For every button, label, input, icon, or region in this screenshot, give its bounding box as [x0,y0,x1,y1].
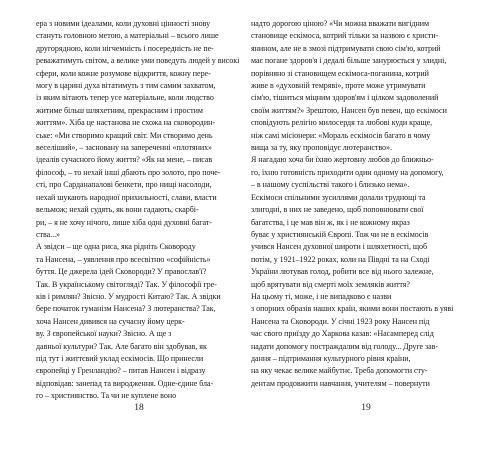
text-line: ків і римлян? Звісно. У мудрості Китаю? Так. А звідки [36,291,221,301]
text-line: злигодні, в них не заведено, щоб поповнювати свої [251,205,424,215]
text-line: На цьому ті, може, і не випадково є назви [251,291,392,301]
left-page-number: 18 [134,403,144,413]
text-line: ву. З європейської науки? Звісно. А ще з [36,329,172,339]
text-line: дання – підтримання культурного рівня країни, [251,353,411,363]
text-line: учився Нансен духовної широти і шляхетності, щоб [251,242,428,252]
text-line: ства...» [36,229,61,239]
text-line: ське: «Ми створимо кращий світ. Ми створимо день [36,130,213,140]
text-line: го – християнство. Та чи не куплене воно [36,391,177,401]
text-line: та Нансена, – уявлення про всесвітню «софійність» [36,254,211,264]
text-line: порівняно зі становищем ескімоса-поганина, котрий [251,68,429,78]
text-line: відповідав: занепад та виродження. Одне-єдине бла- [36,378,214,388]
text-line: буття. Це джерела ідей Сковороди? У православ'ї? [36,267,207,277]
text-line: ніж самі місіонери: «Мораль ескімосів багато в чому [251,130,431,140]
text-line: надати допомогу постраждалим від голоду... Друге зав- [251,341,439,351]
text-line: надто дорогою ціною? «Чи можна вважати вигідним [251,19,430,28]
text-line: потім, у 1921–1922 роках, коли на Півдні та на Сході [251,254,430,264]
text-line: – в нашому суспільстві такого і близько нема». [251,180,410,190]
left-page [36,18,251,403]
text-line: буває у християнській Європі. Тож чи не в ескімосів [251,229,429,239]
text-line: сфери, коли кожне розумове відкриття, кожну пере- [36,68,211,78]
text-line: го, їхню готовність приходити один одному на допомогу, [251,167,444,177]
text-line: янином, але не в змозі підтримувати свою сім'ю, котрий [251,43,441,53]
text-line: час свого приїзду до Харкова казав: «Насамперед слід [251,329,434,339]
text-line: веселіший», – засновану на запереченні «плотяних» [36,143,213,153]
text-line: живе в «духовній темряві», проте може утримувати [251,81,426,91]
text-line: вища за ту, яку проповідує лютеранство». [251,143,392,153]
text-line: Я нагадаю хоча би їхню жертовну любов до ближньо- [251,155,434,165]
text-line: ри, – я не хочу нічого, лише хіба одні духовні багат- [36,217,212,227]
text-line: з опорних образів наших країн, якими вони постають в уяві [251,304,454,314]
text-line: сті, про Сарданапалові бенкети, про нищі насолоди, [36,180,212,190]
text-line: під тут і життєвий уклад ескімосів. Що принесли [36,353,204,363]
text-line: вельмож; нехай судять, як вони гадають, скарбі- [36,205,199,215]
text-line: України лютував голод, робити все від нього залежне, [251,267,434,277]
text-line: Ескімоси спільними зусиллями долали труднощі та [251,192,426,202]
text-line: Так. В українському світогляді? Так. У філософії гре- [36,279,217,289]
text-line: стануть головною метою, а матеріальні – всього лише [36,31,219,41]
text-line: другорядною, коли нігчемність і посередність не пе- [36,43,214,53]
text-line: хоча Нансен дивився на сучасну йому церк- [36,316,185,326]
text-line: європейці у Гренландію? – питав Нансен і відразу [36,366,206,376]
text-line: сім'ю, тішиться міцним здоров'ям і цілком задоволений [251,93,439,103]
text-line: своїм життям?» Зрештою, Нансен був певен, що ескімоси [251,105,447,115]
text-line: сповідують релігію милосердя та любові куди краще, [251,118,433,128]
text-line: філософ, – то нехай інші дбають про золото, про поче- [36,167,221,177]
text-line: має погане здоров'я і дедалі більше занурюється у злидні, [251,56,447,66]
text-line: реважатимуть світом, а велике уми поведуть людей у високі [36,56,240,66]
text-line: життям». Хіба це настанова не схожа на сковородин- [36,118,215,128]
text-line: становище ескімоса, котрий тільки за назвою є христи- [251,31,439,41]
text-line: ідеалів сучасного йому життя? «Як на мене, – писав [36,155,213,165]
text-line: могу в царині духа вітатимуть з тим самим захватом, [36,81,216,91]
text-line: ера з новими ідеалами, коли духовні цінності знову [36,19,211,28]
text-line: дентам продовжити навчання, учителям – повернути [251,378,430,388]
text-line: А звідси – ще одна риса, яка рідніть Сковороду [36,242,196,252]
text-line: щоб врятувати від смерті моїх земляків життя? [251,279,410,289]
text-line: на яку чекає велике майбутнє. Треба допомогти сту- [251,366,428,376]
text-line: нехай шукають народної прихильності, слави, власти [36,192,217,202]
text-line: багатства, і це мав він ж, як і не кожному якраз [251,217,410,227]
text-line: із яким вітають тепер усе матеріальне, коли людство [36,93,214,103]
text-line: Нансена та Сковороди. У січні 1923 року Нансен під [251,316,430,326]
right-page-number: 19 [361,403,371,413]
text-line: давньої культури? Так. Але багато він здобував, як [36,341,207,351]
text-line: бере початок гуманізм Нансена? З лютеранства? Так, [36,304,216,314]
text-line: житиме більш шляхетним, прекрасним і простим [36,105,203,115]
right-page [251,18,466,390]
